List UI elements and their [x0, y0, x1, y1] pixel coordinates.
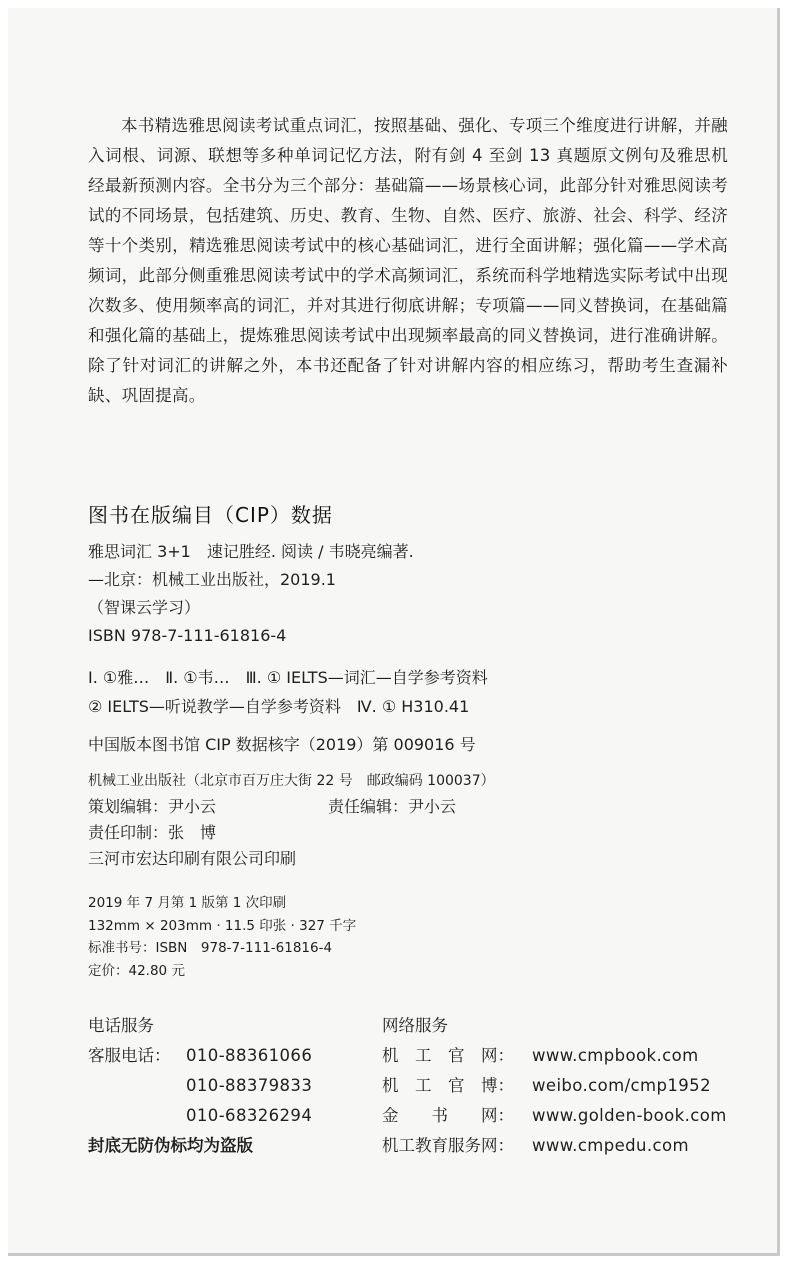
print-manager: 责任印制：张 博	[88, 823, 217, 842]
cip-data-block	[88, 538, 728, 650]
web-row-golden-book	[382, 1101, 742, 1131]
web-row-weibo	[382, 1071, 742, 1101]
publisher-address: 机械工业出版社（北京市百万庄大街 22 号 邮政编码 100037）	[88, 773, 495, 789]
phone-number-1: 010-88361066	[186, 1046, 313, 1065]
standard-book-number: 标准书号：ISBN 978-7-111-61816-4	[88, 940, 333, 956]
classification-line-1: Ⅰ. ①雅… Ⅱ. ①韦… Ⅲ. ① IELTS—词汇—自学参考资料	[88, 668, 488, 687]
book-introduction	[88, 111, 728, 411]
phone-number-3: 010-68326294	[186, 1106, 313, 1125]
web-service	[382, 1011, 742, 1161]
cip-line-series: （智课云学习）	[88, 598, 201, 617]
phone-service	[88, 1011, 378, 1161]
responsible-editor: 责任编辑：尹小云	[328, 797, 457, 816]
anti-counterfeit-notice: 封底无防伪标均为盗版	[88, 1136, 253, 1155]
cip-line-title-author: 雅思词汇 3+1 速记胜经. 阅读 / 韦晓亮编著.	[88, 542, 414, 561]
web-label-cmpbook: 机 工 官 网：	[382, 1046, 514, 1065]
cip-line-publisher: —北京：机械工业出版社，2019.1	[88, 570, 336, 589]
web-service-heading: 网络服务	[382, 1016, 448, 1035]
price: 定价：42.80 元	[88, 962, 185, 979]
cip-classification	[88, 663, 748, 721]
cip-number: 中国版本图书馆 CIP 数据核字（2019）第 009016 号	[88, 735, 476, 754]
web-row-cmpbook	[382, 1041, 742, 1071]
editors-row	[88, 794, 748, 820]
print-info	[88, 892, 488, 982]
web-label-weibo: 机 工 官 博：	[382, 1076, 514, 1095]
copyright-page	[8, 8, 780, 1256]
phone-row-1	[88, 1041, 378, 1071]
cip-line-isbn: ISBN 978-7-111-61816-4	[88, 626, 287, 645]
edition-info: 2019 年 7 月第 1 版第 1 次印刷	[88, 895, 287, 911]
phone-number-2: 010-88379833	[186, 1076, 313, 1095]
web-label-cmpedu: 机工教育服务网：	[382, 1136, 514, 1155]
phone-row-2	[88, 1071, 378, 1101]
printer: 三河市宏达印刷有限公司印刷	[88, 849, 297, 868]
web-url-cmpedu: www.cmpedu.com	[532, 1136, 690, 1155]
web-label-golden-book: 金 书 网：	[382, 1106, 514, 1125]
web-url-weibo: weibo.com/cmp1952	[532, 1076, 711, 1095]
planning-editor: 策划编辑：尹小云	[88, 797, 217, 816]
classification-line-2: ② IELTS—听说教学—自学参考资料 Ⅳ. ① H310.41	[88, 697, 470, 716]
intro-paragraph: 本书精选雅思阅读考试重点词汇，按照基础、强化、专项三个维度进行讲解，并融入词根、词源、联想等多种单词记忆方法，附有剑 4 至剑 13 真题原文例句及雅思机经最新预测内容。全书分为三个部分：基础篇——场景核心词，此部分针对雅思阅读考试的不同场景，包括建筑、历史、教育、生物、自然、医疗、旅游、社会、科学、经济等十个类别，精选雅思阅读考试中的核心基础词汇，进行全面讲解；强化篇——学术高频词，此部分侧重雅思阅读考试中的学术高频词汇，系统而科学地精选实际考试中出现次数多、使用频率高的词汇，并对其进行彻底讲解；专项篇——同义替换词，在基础篇和强化篇的基础上，提炼雅思阅读考试中出现频率最高的同义替换词，进行准确讲解。除了针对词汇的讲解之外，本书还配备了针对讲解内容的相应练习，帮助考生查漏补缺、巩固提高。	[88, 116, 728, 405]
customer-phone-label: 客服电话：	[88, 1046, 171, 1065]
format-info: 132mm × 203mm · 11.5 印张 · 327 千字	[88, 917, 357, 934]
web-row-cmpedu	[382, 1131, 742, 1161]
web-url-cmpbook: www.cmpbook.com	[532, 1046, 699, 1065]
cip-title: 图书在版编目（CIP）数据	[88, 503, 333, 527]
publisher-block	[88, 768, 748, 872]
phone-service-heading: 电话服务	[88, 1016, 154, 1035]
web-url-golden-book: www.golden-book.com	[532, 1106, 727, 1125]
phone-row-3	[88, 1101, 378, 1131]
